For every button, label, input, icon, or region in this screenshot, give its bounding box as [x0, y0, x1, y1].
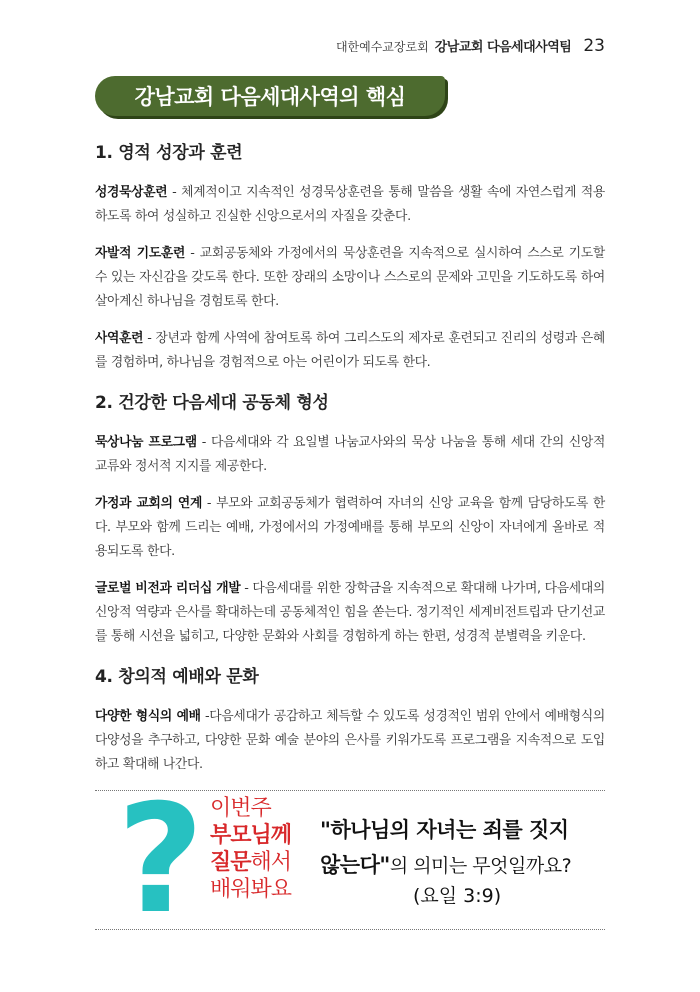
section-heading: 1. 영적 성장과 훈련 [95, 143, 243, 163]
paragraph [95, 181, 605, 229]
caption-line: 부모님께 [210, 823, 292, 848]
paragraph-text: - 부모와 교회공동체가 협력하여 자녀의 신앙 교육을 함께 담당하도록 한다. 부모와 함께 드리는 예배, 가정에서의 가정예배를 통해 부모의 신앙이 자녀에게 올바로 적용되도록 한다. [95, 496, 605, 559]
paragraph-text: - 체계적이고 지속적인 성경묵상훈련을 통해 말씀을 생활 속에 자연스럽게 적용하도록 하여 성실하고 진실한 신앙으로서의 자질을 갖춘다. [95, 185, 605, 224]
caption-bold: 질문 [210, 850, 251, 875]
paragraph-term: 글로벌 비전과 리더십 개발 [95, 581, 241, 596]
page-number: 23 [583, 36, 605, 56]
paragraph [95, 327, 605, 375]
paragraph-term: 사역훈련 [95, 331, 144, 346]
paragraph [95, 577, 605, 649]
paragraph-text: - 다음세대를 위한 장학금을 지속적으로 확대해 나가며, 다음세대의 신앙적 역량과 은사를 확대하는데 공동체적인 힘을 쏟는다. 정기적인 세계비전트립과 단기선교를 통해 시선을 넓히고, 다양한 문화와 사회를 경험하게 하는 한편, 성경적 분별력을 키운다. [95, 581, 605, 644]
banner-title: 강남교회 다음세대사역의 핵심 [134, 85, 406, 109]
paragraph-term: 다양한 형식의 예배 [95, 709, 201, 724]
paragraph-text: - 다음세대와 각 요일별 나눔교사와의 묵상 나눔을 통해 세대 간의 신앙적 교류와 정서적 지지를 제공한다. [95, 435, 606, 474]
paragraph [95, 705, 605, 777]
paragraph-term: 묵상나눔 프로그램 [95, 435, 197, 450]
section-heading: 4. 창의적 예배와 문화 [95, 667, 259, 687]
question-quote: "하나님의 자녀는 죄를 짓지 [320, 818, 569, 842]
question-mark-graphic: ? [117, 773, 205, 947]
weekly-question-box [95, 773, 605, 947]
header-org: 대한예수교장로회 [335, 40, 429, 54]
section-heading: 2. 건강한 다음세대 공동체 형성 [95, 393, 329, 413]
caption-line [210, 849, 291, 876]
question-rest: 의 의미는 무엇일까요? [389, 855, 572, 877]
paragraph-text: -다음세대가 공감하고 체득할 수 있도록 성경적인 범위 안에서 예배형식의 다양성을 추구하고, 다양한 문화 예술 분야의 은사를 키워가도록 프로그램을 지속적으로 도입하고 확대해 나간다. [95, 709, 605, 772]
title-banner [95, 76, 445, 116]
paragraph-term: 자발적 기도훈련 [95, 246, 186, 261]
paragraph-term: 성경묵상훈련 [95, 185, 168, 200]
caption-rest: 해서 [250, 850, 292, 875]
paragraph-term: 가정과 교회의 연계 [95, 496, 203, 511]
paragraph [95, 492, 605, 564]
paragraph-text: - 교회공동체와 가정에서의 묵상훈련을 지속적으로 실시하여 스스로 기도할 수 있는 자신감을 갖도록 한다. 또한 장래의 소망이나 스스로의 문제와 고민을 기도하도록 하여 살아계신 하나님을 경험토록 한다. [95, 246, 605, 309]
paragraph [95, 431, 605, 479]
paragraph-text: - 장년과 함께 사역에 참여토록 하여 그리스도의 제자로 훈련되고 진리의 성령과 은혜를 경험하며, 하나님을 경험적으로 아는 어린이가 되도록 한다. [95, 331, 605, 370]
quiz-question [320, 813, 571, 883]
bible-reference: (요일 3:9) [413, 885, 502, 907]
main-content [95, 138, 605, 790]
caption-line: 이번주 [210, 796, 271, 821]
quiz-caption [210, 795, 291, 903]
caption-line: 배워봐요 [210, 877, 292, 902]
running-header [336, 36, 605, 56]
question-quote: 않는다" [320, 853, 390, 877]
header-church: 강남교회 다음세대사역팀 [434, 40, 572, 55]
paragraph [95, 242, 605, 314]
